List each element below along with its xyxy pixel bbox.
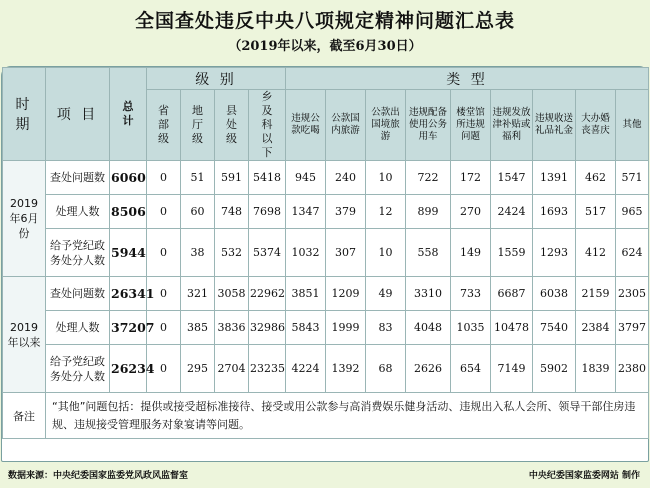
type-cell: 270 — [451, 195, 491, 229]
type-cell: 172 — [451, 161, 491, 195]
table-row — [3, 161, 649, 195]
producer-credit: 中央纪委国家监委网站 制作 — [528, 471, 640, 481]
row-total: 6060 — [110, 161, 147, 195]
type-cell: 5902 — [533, 345, 576, 393]
type-cell: 307 — [326, 229, 366, 277]
type-cell: 1293 — [533, 229, 576, 277]
table-row — [3, 229, 649, 277]
note-label: 备注 — [3, 393, 46, 439]
level-cell: 23235 — [249, 345, 286, 393]
type-cell: 12 — [366, 195, 406, 229]
level-cell: 321 — [181, 277, 215, 311]
table-row — [3, 195, 649, 229]
type-cell: 149 — [451, 229, 491, 277]
type-cell: 1999 — [326, 311, 366, 345]
type-cell: 240 — [326, 161, 366, 195]
type-cell: 83 — [366, 311, 406, 345]
level-cell: 7698 — [249, 195, 286, 229]
header-level-0: 省部级 — [147, 90, 181, 161]
type-cell: 6038 — [533, 277, 576, 311]
row-total: 8506 — [110, 195, 147, 229]
header-level-1: 地厅级 — [181, 90, 215, 161]
level-cell: 0 — [147, 229, 181, 277]
type-cell: 722 — [406, 161, 451, 195]
type-cell: 965 — [616, 195, 649, 229]
level-cell: 295 — [181, 345, 215, 393]
level-cell: 0 — [147, 195, 181, 229]
type-cell: 558 — [406, 229, 451, 277]
type-cell: 1391 — [533, 161, 576, 195]
header-type-6: 违规收送礼品礼金 — [533, 90, 576, 161]
type-cell: 6687 — [491, 277, 533, 311]
page-subtitle: （2019年以来，截至6月30日） — [228, 39, 422, 54]
type-cell: 10478 — [491, 311, 533, 345]
level-cell: 38 — [181, 229, 215, 277]
type-cell: 462 — [576, 161, 616, 195]
type-cell: 517 — [576, 195, 616, 229]
type-cell: 654 — [451, 345, 491, 393]
header-type-4: 楼堂馆所违规问题 — [451, 90, 491, 161]
level-cell: 591 — [215, 161, 249, 195]
type-cell: 2424 — [491, 195, 533, 229]
type-cell: 2380 — [616, 345, 649, 393]
header-type-2: 公款出国境旅游 — [366, 90, 406, 161]
type-cell: 3310 — [406, 277, 451, 311]
type-cell: 2159 — [576, 277, 616, 311]
level-cell: 5418 — [249, 161, 286, 195]
type-cell: 1547 — [491, 161, 533, 195]
header-level-2: 县处级 — [215, 90, 249, 161]
header-type-0: 违规公款吃喝 — [286, 90, 326, 161]
table-row — [3, 345, 649, 393]
type-cell: 571 — [616, 161, 649, 195]
header-level-3: 乡及科以下 — [249, 90, 286, 161]
header-total: 总计 — [110, 68, 147, 161]
level-cell: 32986 — [249, 311, 286, 345]
row-item-label: 给予党纪政务处分人数 — [46, 345, 110, 393]
type-cell: 1032 — [286, 229, 326, 277]
data-source: 数据来源：中央纪委国家监委党风政风监督室 — [8, 471, 189, 481]
level-cell: 5374 — [249, 229, 286, 277]
type-cell: 2305 — [616, 277, 649, 311]
type-cell: 1559 — [491, 229, 533, 277]
header-level-group: 级 别 — [147, 68, 286, 90]
page-title: 全国查处违反中央八项规定精神问题汇总表 — [134, 10, 515, 32]
type-cell: 5843 — [286, 311, 326, 345]
row-item-label: 查处问题数 — [46, 277, 110, 311]
summary-table — [2, 67, 649, 439]
level-cell: 0 — [147, 345, 181, 393]
row-total: 26234 — [110, 345, 147, 393]
level-cell: 3058 — [215, 277, 249, 311]
type-cell: 4224 — [286, 345, 326, 393]
type-cell: 379 — [326, 195, 366, 229]
type-cell: 733 — [451, 277, 491, 311]
period-label: 2019年6月份 — [3, 161, 46, 277]
level-cell: 3836 — [215, 311, 249, 345]
level-cell: 60 — [181, 195, 215, 229]
type-cell: 1693 — [533, 195, 576, 229]
table-row — [3, 311, 649, 345]
table-row — [3, 277, 649, 311]
type-cell: 1035 — [451, 311, 491, 345]
header-item: 项 目 — [46, 68, 110, 161]
type-cell: 2384 — [576, 311, 616, 345]
type-cell: 10 — [366, 161, 406, 195]
row-total: 5944 — [110, 229, 147, 277]
summary-table-frame — [1, 66, 649, 462]
header-type-8: 其他 — [616, 90, 649, 161]
level-cell: 748 — [215, 195, 249, 229]
row-total: 37207 — [110, 311, 147, 345]
level-cell: 0 — [147, 161, 181, 195]
period-label: 2019年以来 — [3, 277, 46, 393]
row-item-label: 给予党纪政务处分人数 — [46, 229, 110, 277]
type-cell: 3851 — [286, 277, 326, 311]
level-cell: 385 — [181, 311, 215, 345]
header-type-3: 违规配备使用公务用车 — [406, 90, 451, 161]
type-cell: 3797 — [616, 311, 649, 345]
type-cell: 945 — [286, 161, 326, 195]
row-total: 26341 — [110, 277, 147, 311]
type-cell: 7149 — [491, 345, 533, 393]
type-cell: 68 — [366, 345, 406, 393]
type-cell: 624 — [616, 229, 649, 277]
type-cell: 1347 — [286, 195, 326, 229]
row-item-label: 查处问题数 — [46, 161, 110, 195]
row-item-label: 处理人数 — [46, 311, 110, 345]
type-cell: 4048 — [406, 311, 451, 345]
level-cell: 0 — [147, 277, 181, 311]
type-cell: 1392 — [326, 345, 366, 393]
header-type-5: 违规发放津补贴或福利 — [491, 90, 533, 161]
type-cell: 1209 — [326, 277, 366, 311]
header-type-7: 大办婚丧喜庆 — [576, 90, 616, 161]
row-item-label: 处理人数 — [46, 195, 110, 229]
header-type-1: 公款国内旅游 — [326, 90, 366, 161]
note-row — [3, 393, 649, 439]
type-cell: 412 — [576, 229, 616, 277]
type-cell: 1839 — [576, 345, 616, 393]
level-cell: 22962 — [249, 277, 286, 311]
level-cell: 2704 — [215, 345, 249, 393]
type-cell: 899 — [406, 195, 451, 229]
level-cell: 51 — [181, 161, 215, 195]
type-cell: 49 — [366, 277, 406, 311]
type-cell: 7540 — [533, 311, 576, 345]
type-cell: 10 — [366, 229, 406, 277]
header-type-group: 类 型 — [286, 68, 649, 90]
note-text: “其他”问题包括：提供或接受超标准接待、接受或用公款参与高消费娱乐健身活动、违规出入私人会所、领导干部住房违规、违规接受管理服务对象宴请等问题。 — [46, 393, 649, 439]
level-cell: 532 — [215, 229, 249, 277]
type-cell: 2626 — [406, 345, 451, 393]
header-period: 时 期 — [3, 68, 46, 161]
level-cell: 0 — [147, 311, 181, 345]
